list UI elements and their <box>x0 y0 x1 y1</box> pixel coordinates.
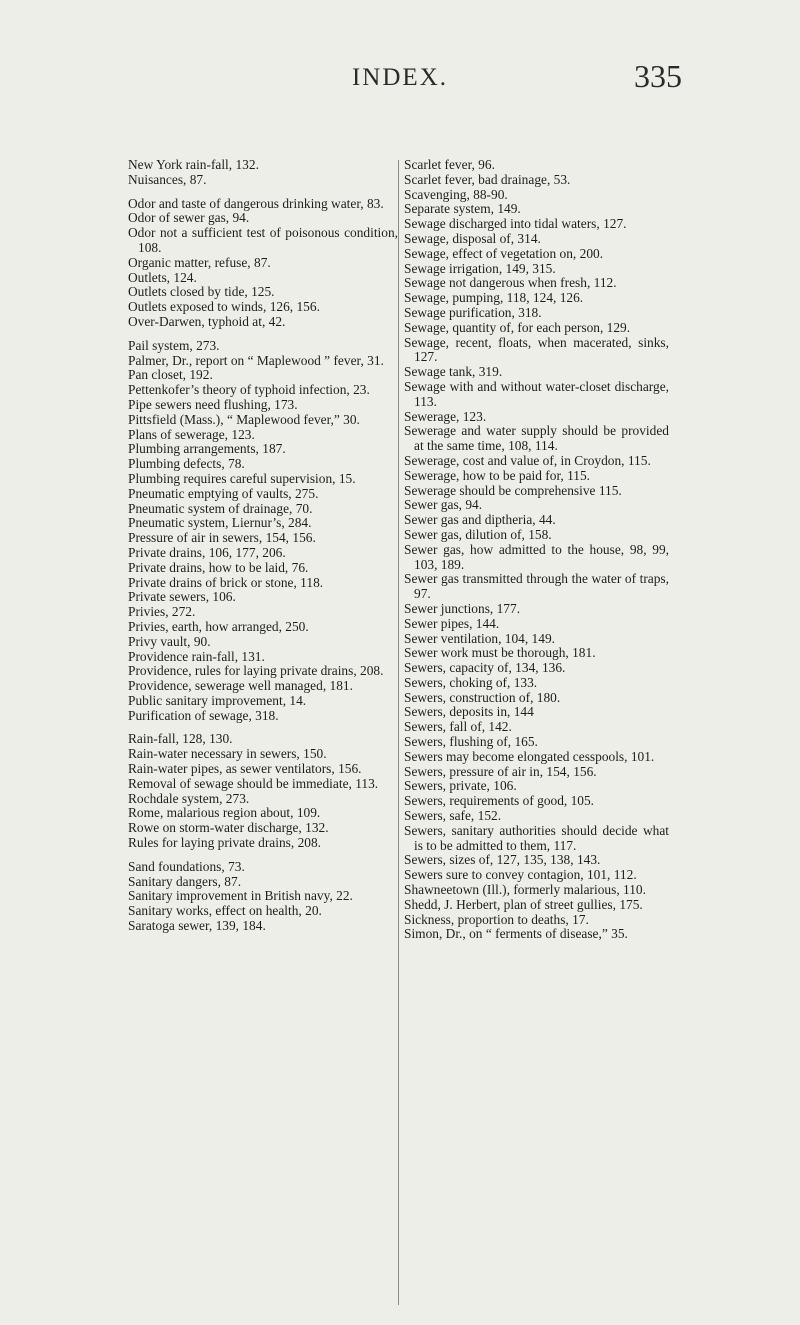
index-entry: Plumbing defects, 78. <box>128 456 245 472</box>
index-entry: Private drains, how to be laid, 76. <box>128 559 309 575</box>
index-entry: Scavenging, 88-90. <box>404 186 508 202</box>
index-entry: Private drains, 106, 177, 206. <box>128 544 286 560</box>
index-entry: Rain-water pipes, as sewer ventilators, 156. <box>128 761 362 777</box>
index-entry: Pneumatic system, Liernur’s, 284. <box>128 515 312 531</box>
index-entry: Sewage not dangerous when fresh, 112. <box>404 275 617 291</box>
index-entry: Shedd, J. Herbert, plan of street gullies, 175. <box>404 896 643 912</box>
column-divider <box>398 160 399 1305</box>
index-entry: Odor not a sufficient test of poisonous condition, 108. <box>128 225 398 255</box>
index-entry: Private drains of brick or stone, 118. <box>128 574 324 590</box>
index-entry: Odor and taste of dangerous drinking water, 83. <box>128 195 384 211</box>
index-entry: Sewer gas, dilution of, 158. <box>404 526 552 542</box>
index-entry: Sewers, safe, 152. <box>404 808 502 824</box>
index-entry: Sewerage and water supply should be provided at the same time, 108, 114. <box>404 423 669 454</box>
index-entry: Organic matter, refuse, 87. <box>128 254 271 270</box>
index-entry: Pressure of air in sewers, 154, 156. <box>128 530 316 546</box>
index-entry: Sewerage should be comprehensive 115. <box>404 482 622 498</box>
index-entry: Rain-water necessary in sewers, 150. <box>128 746 327 762</box>
index-entry: Odor of sewer gas, 94. <box>128 210 250 226</box>
index-entry: Sewer gas transmitted through the water of traps, 97. <box>404 571 669 602</box>
index-entry: Shawneetown (Ill.), formerly malarious, 110. <box>404 882 646 898</box>
index-entry: Sewers, construction of, 180. <box>404 689 561 705</box>
index-entry: Scarlet fever, bad drainage, 53. <box>404 171 571 187</box>
index-entry: Sewers, choking of, 133. <box>404 674 538 690</box>
index-entry: Over-Darwen, typhoid at, 42. <box>128 313 286 329</box>
index-entry: Pneumatic system of drainage, 70. <box>128 500 313 516</box>
index-entry: Sanitary dangers, 87. <box>128 873 242 889</box>
index-entry: Sewage, effect of vegetation on, 200. <box>404 245 604 261</box>
index-entry: Separate system, 149. <box>404 201 521 217</box>
index-column-right <box>404 158 669 942</box>
index-entry: New York rain-fall, 132. <box>128 157 259 172</box>
index-entry: Sanitary improvement in British navy, 22. <box>128 888 353 904</box>
index-entry: Saratoga sewer, 139, 184. <box>128 918 266 934</box>
index-entry: Outlets, 124. <box>128 269 197 285</box>
index-entry: Outlets exposed to winds, 126, 156. <box>128 299 320 315</box>
index-entry: Sewers, deposits in, 144 <box>404 704 534 720</box>
index-entry: Sewers sure to convey contagion, 101, 112. <box>404 867 637 883</box>
running-head: INDEX. <box>351 64 448 91</box>
index-entry: Sewers, requirements of good, 105. <box>404 793 595 809</box>
index-entry: Sewerage, 123. <box>404 408 487 424</box>
index-entry: Pneumatic emptying of vaults, 275. <box>128 485 319 501</box>
index-entry: Providence rain-fall, 131. <box>128 648 265 664</box>
index-entry: Sewage, recent, floats, when macerated, sinks, 127. <box>404 334 669 365</box>
index-entry: Sanitary works, effect on health, 20. <box>128 903 322 919</box>
index-entry: Sewage discharged into tidal waters, 127. <box>404 216 627 232</box>
index-entry: Plumbing requires careful supervision, 15. <box>128 470 356 486</box>
index-entry: Sewer gas and diptheria, 44. <box>404 512 556 528</box>
index-entry: Privy vault, 90. <box>128 633 211 649</box>
index-entry: Private sewers, 106. <box>128 589 236 605</box>
index-entry: Plans of sewerage, 123. <box>128 426 255 442</box>
index-entry: Pan closet, 192. <box>128 367 213 383</box>
index-entry: Pail system, 273. <box>128 337 220 353</box>
index-entry: Rowe on storm-water discharge, 132. <box>128 820 329 836</box>
index-entry: Providence, rules for laying private drains, 208. <box>128 663 384 679</box>
index-entry: Sewers, private, 106. <box>404 778 517 794</box>
index-entry: Removal of sewage should be immediate, 113. <box>128 775 379 791</box>
index-entry: Sewers, fall of, 142. <box>404 719 512 735</box>
index-entry: Privies, earth, how arranged, 250. <box>128 618 309 634</box>
index-entry: Rome, malarious region about, 109. <box>128 805 321 821</box>
index-entry: Sewage, quantity of, for each person, 129. <box>404 319 631 335</box>
index-entry: Sewerage, cost and value of, in Croydon, 115. <box>404 452 651 468</box>
index-entry: Sewage, disposal of, 314. <box>404 230 541 246</box>
index-entry: Plumbing arrangements, 187. <box>128 441 286 457</box>
index-entry: Sewerage, how to be paid for, 115. <box>404 467 591 483</box>
index-entry: Privies, 272. <box>128 604 196 620</box>
index-entry: Pettenkofer’s theory of typhoid infection, 23. <box>128 382 370 398</box>
index-entry: Pipe sewers need flushing, 173. <box>128 396 298 412</box>
index-entry: Sewer ventilation, 104, 149. <box>404 630 555 646</box>
page-number: 335 <box>634 58 682 94</box>
index-entry: Public sanitary improvement, 14. <box>128 692 307 708</box>
index-entry: Nuisances, 87. <box>128 171 207 187</box>
index-entry: Sewage with and without water-closet discharge, 113. <box>404 378 669 409</box>
index-entry: Sewage tank, 319. <box>404 364 503 380</box>
index-entry: Sewers, sizes of, 127, 135, 138, 143. <box>404 852 601 868</box>
index-entry: Sewer work must be thorough, 181. <box>404 645 596 661</box>
index-entry: Sewage purification, 318. <box>404 304 542 320</box>
index-entry: Sewers, sanitary authorities should decide what is to be admitted to them, 117. <box>404 822 669 853</box>
index-entry: Pittsfield (Mass.), “ Maplewood fever,” 30. <box>128 411 360 427</box>
index-entry: Sewer junctions, 177. <box>404 600 521 616</box>
index-entry: Sewers, capacity of, 134, 136. <box>404 660 566 676</box>
index-entry: Rules for laying private drains, 208. <box>128 835 322 851</box>
index-entry: Sewers, flushing of, 165. <box>404 734 538 750</box>
index-entry: Sewer gas, 94. <box>404 497 483 513</box>
index-entry: Palmer, Dr., report on “ Maplewood ” fever, 31. <box>128 352 384 368</box>
index-entry: Sewers, pressure of air in, 154, 156. <box>404 763 597 779</box>
index-column-left <box>128 158 398 934</box>
page-header <box>0 58 800 98</box>
index-entry: Sewer pipes, 144. <box>404 615 500 631</box>
index-entry: Sickness, proportion to deaths, 17. <box>404 911 589 927</box>
index-entry: Simon, Dr., on “ ferments of disease,” 35. <box>404 926 628 942</box>
index-entry: Providence, sewerage well managed, 181. <box>128 678 353 694</box>
index-entry: Sewage irrigation, 149, 315. <box>404 260 556 276</box>
index-entry: Purification of sewage, 318. <box>128 707 279 723</box>
index-entry: Outlets closed by tide, 125. <box>128 284 275 300</box>
index-entry: Sewage, pumping, 118, 124, 126. <box>404 290 584 306</box>
index-entry: Rochdale system, 273. <box>128 790 250 806</box>
index-entry: Rain-fall, 128, 130. <box>128 731 233 747</box>
index-entry: Sand foundations, 73. <box>128 858 245 874</box>
index-entry: Sewer gas, how admitted to the house, 98, 99, 103, 189. <box>404 541 669 572</box>
index-entry: Sewers may become elongated cesspools, 101. <box>404 748 655 764</box>
index-entry: Scarlet fever, 96. <box>404 157 495 172</box>
